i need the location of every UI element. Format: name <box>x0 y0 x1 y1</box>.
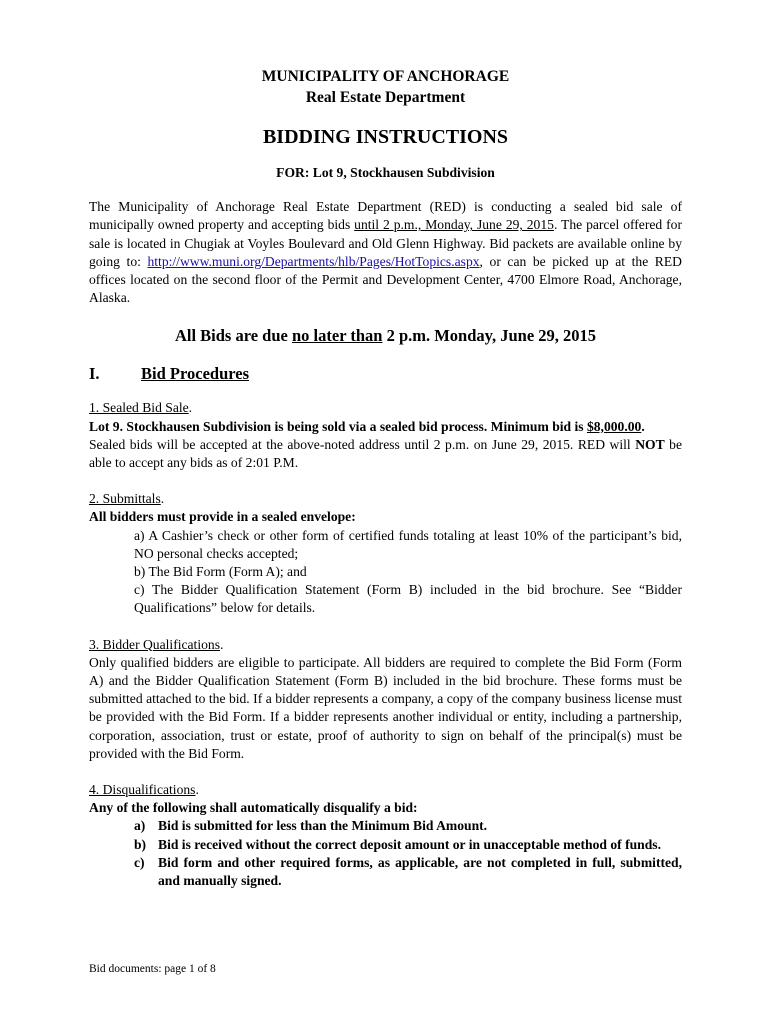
item-text: Bid form and other required forms, as applicable, are not completed in full, submitted, and manually signed. <box>158 854 682 889</box>
submittals-heading: 2. Submittals <box>89 491 161 507</box>
qualifications-block: 3. Bidder Qualifications. Only qualified bidders are eligible to participate. All bidders are required to complete the Bid Form (Form A) and the Bidder Qualification Statement (Form B) included in the bid brochure. These forms must be submitted attached to the bid. If a bidder represents a company, a copy of the company business license must be provided with the Bid Form. If a bidder represents another individual or entity, including a partnership, corporation, association, trust or estate, proof of authority to sign on behalf of the principal(s) must be provided with the Bid Form. <box>89 636 682 763</box>
item-marker: b) <box>134 836 147 852</box>
disqualification-item <box>134 854 682 890</box>
intro-deadline: until 2 p.m., Monday, June 29, 2015 <box>354 217 554 233</box>
sealed-body-1: Sealed bids will be accepted at the above-noted address until 2 p.m. on June 29, 2015. RED will <box>89 436 636 452</box>
section-number: I. <box>89 364 100 384</box>
min-amount: $8,000.00 <box>586 418 642 434</box>
page-title: BIDDING INSTRUCTIONS <box>262 126 509 148</box>
item-text: Bid is received without the correct deposit amount or in unacceptable method of funds. <box>158 836 661 852</box>
submittal-item-c: c) The Bidder Qualification Statement (Form B) included in the bid brochure. See “Bidder Qualifications” below for details. <box>134 582 682 616</box>
intro-paragraph <box>89 198 682 307</box>
disqualifications-block: 4. Disqualifications. Any of the following shall automatically disqualify a bid: a) Bid is submitted for less than the Minimum Bid Amount. b) Bid is received without the correct deposit amount or in unacceptable method of funds. c) Bid form and other required forms, as applicable, are not completed in full, submitted, and manually signed. <box>89 781 682 890</box>
section-title: Bid Procedures <box>141 364 250 384</box>
document-page <box>89 66 682 890</box>
submittals-block: 2. Submittals. All bidders must provide in a sealed envelope: a) A Cashier’s check or other form of certified funds totaling at least 10% of the participant’s bid, NO personal checks accepted; b) The Bid Form (Form A); and c) The Bidder Qualification Statement (Form B) included in the bid brochure. See “Bidder Qualifications” below for details. <box>89 490 682 617</box>
item-marker: c) <box>134 854 145 870</box>
qualifications-heading: 3. Bidder Qualifications <box>89 636 220 652</box>
sealed-bid-sale-block: 1. Sealed Bid Sale. Lot 9. Stockhausen Subdivision is being sold via a sealed bid process. Minimum bid is $8,000.00. Sealed bids will be accepted at the above-noted address until 2 p.m. on June 29, 2015. RED will NOT be able to accept any bids as of 2:01 P.M. <box>89 400 682 471</box>
due-notice <box>89 325 682 347</box>
disqualification-item <box>134 836 682 854</box>
page-footer: Bid documents: page 1 of 8 <box>89 963 216 975</box>
submittals-lead: All bidders must provide in a sealed envelope <box>89 509 352 525</box>
sealed-bid-heading: 1. Sealed Bid Sale <box>89 400 189 416</box>
sealed-body-2: be able to accept any bids as of 2:01 P.M. <box>89 436 682 471</box>
disqualifications-heading: 4. Disqualifications <box>89 782 196 798</box>
min-text: . Minimum bid is <box>483 418 587 434</box>
due-emph: no later than <box>291 326 383 346</box>
item-text: Bid is submitted for less than the Minimum Bid Amount. <box>158 818 488 834</box>
disqualifications-lead: Any of the following shall automatically disqualify a bid: <box>89 800 418 816</box>
disqualification-item <box>134 817 682 835</box>
for-line: FOR: Lot 9, Stockhausen Subdivision <box>276 165 495 180</box>
bid-packets-link[interactable]: http://www.muni.org/Departments/hlb/Pages/HotTopics.aspx <box>147 253 480 269</box>
section-heading <box>89 363 682 385</box>
qualifications-body: Only qualified bidders are eligible to participate. All bidders are required to complete the Bid Form (Form A) and the Bidder Qualification Statement (Form B) included in the bid brochure. These forms must be submitted attached to the bid. If a bidder represents a company, a copy of the company business license must be provided with the Bid Form. If a bidder represents another individual or entity, including a partnership, corporation, association, trust or estate, proof of authority to sign on behalf of the principal(s) must be provided with the Bid Form. <box>89 654 682 761</box>
intro-text-1: The Municipality of Anchorage Real Estate Department (RED) is conducting a sealed bid sale of municipally owned property and accepting bids <box>89 199 682 233</box>
dept-name: Real Estate Department <box>305 89 466 106</box>
lot-text: Lot 9. Stockhausen Subdivision is being sold via a sealed bid process <box>89 418 484 434</box>
submittal-item-a: a) A Cashier’s check or other form of certified funds totaling at least 10% of the participant’s bid, NO personal checks accepted; <box>134 527 682 561</box>
due-post: 2 p.m. Monday, June 29, 2015 <box>382 326 597 346</box>
org-name: MUNICIPALITY OF ANCHORAGE <box>261 68 510 85</box>
intro-text-2: . The parcel offered for sale is located in Chugiak at Voyles Boulevard and Old Glenn Highway. Bid packets are available online by going to: <box>89 217 682 269</box>
not-emphasis: NOT <box>635 436 665 452</box>
intro-text-3: , or can be picked up at the RED offices located on the second floor of the Permit and Development Center, 4700 Elmore Road, Anchorage, Alaska. <box>89 253 682 306</box>
submittal-item-b: b) The Bid Form (Form A); and <box>134 564 307 580</box>
due-pre: All Bids are due <box>174 326 292 346</box>
item-marker: a) <box>134 818 146 834</box>
